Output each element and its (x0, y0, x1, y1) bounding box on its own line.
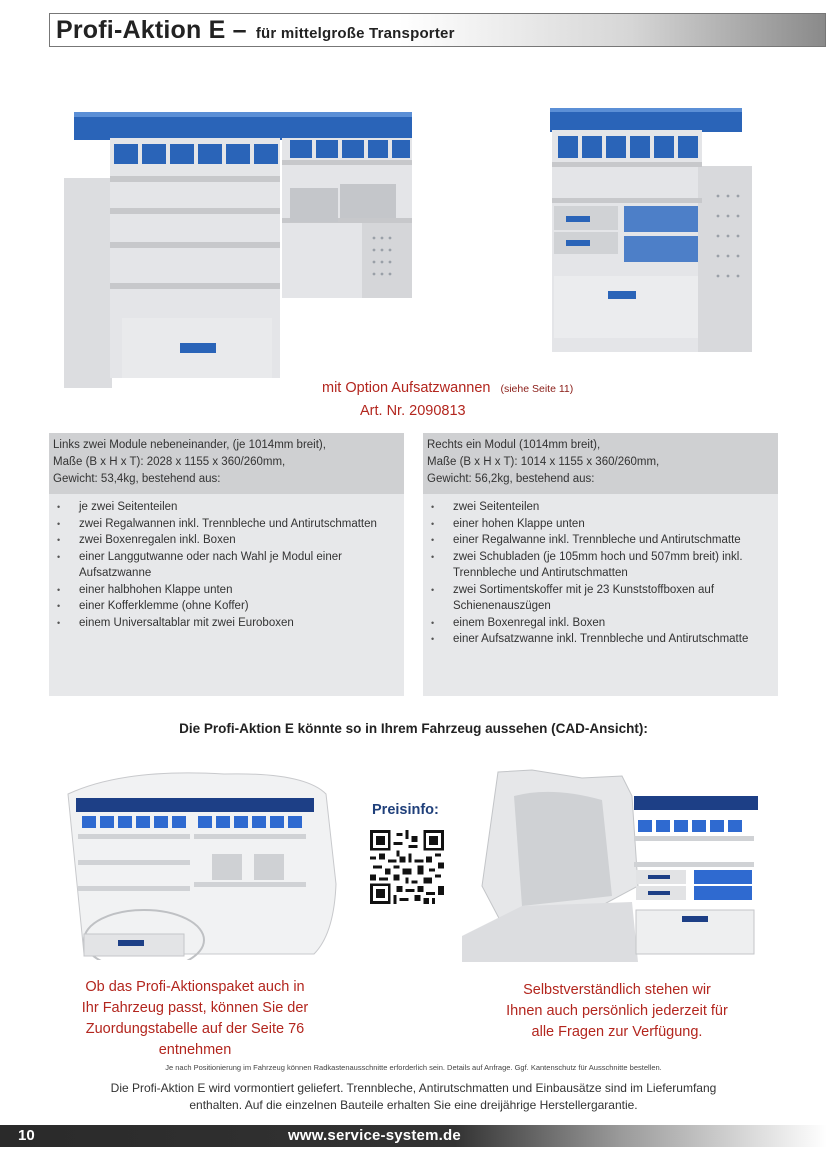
list-item: • einer Aufsatzwanne inkl. Trennbleche und Antirutschmatte (429, 631, 770, 648)
list-item: • zwei Schubladen (je 105mm hoch und 507mm breit) inkl. Trennbleche und Antirutschmatten (429, 549, 770, 582)
left-module-list (49, 494, 404, 631)
right-head-line: Maße (B x H x T): 1014 x 1155 x 360/260mm, (427, 456, 660, 468)
left-head-line: Links zwei Module nebeneinander, (je 1014mm breit), (53, 439, 326, 451)
left-module-head (49, 433, 404, 494)
cad-left-image (64, 764, 348, 960)
right-module-head (423, 433, 778, 494)
list-item: • zwei Sortimentskoffer mit je 23 Kunststoffboxen auf Schienenauszügen (429, 582, 770, 615)
right-module-box (423, 433, 778, 696)
page-number: 10 (18, 1127, 35, 1144)
list-item: • zwei Seitenteilen (429, 499, 770, 516)
preisinfo-label: Preisinfo: (372, 802, 439, 818)
article-number: Art. Nr. 2090813 (360, 403, 466, 419)
contact-info-text (470, 980, 764, 1043)
list-item: • einer Kofferklemme (ohne Koffer) (55, 598, 396, 615)
page-title: Profi-Aktion E – für mittelgroße Transporter (56, 16, 455, 44)
delivery-note (50, 1080, 777, 1114)
page-header (49, 13, 826, 47)
delivery-note-line: enthalten. Auf die einzelnen Bauteile erhalten Sie eine dreijährige Herstellergarantie. (189, 1098, 638, 1112)
list-item: • zwei Boxenregalen inkl. Boxen (55, 532, 396, 549)
shelf-left-image (62, 108, 417, 390)
fine-print: Je nach Positionierung im Fahrzeug können Radkastenausschnitte erforderlich sein. Details auf Anfrage. Ggf. Kantenschutz für Ausschnitte bestellen. (165, 1063, 662, 1072)
left-module-box (49, 433, 404, 696)
list-item: • einer hohen Klappe unten (429, 516, 770, 533)
contact-info-line: Ihnen auch persönlich jederzeit für (506, 1003, 728, 1019)
fit-info-line: Ob das Profi-Aktionspaket auch in (85, 979, 305, 995)
shelf-right-image (548, 106, 754, 356)
page-subtitle: für mittelgroße Transporter (255, 25, 455, 42)
list-item: • zwei Regalwannen inkl. Trennbleche und Antirutschmatten (55, 516, 396, 533)
list-item: • einer halbhohen Klappe unten (55, 582, 396, 599)
list-item: • je zwei Seitenteilen (55, 499, 396, 516)
fit-info-line: Zuordungstabelle auf der Seite 76 (85, 1021, 305, 1037)
right-module-list (423, 494, 778, 648)
option-caption: mit Option Aufsatzwannen (siehe Seite 11) (322, 380, 574, 396)
right-head-line: Gewicht: 56,2kg, bestehend aus: (427, 473, 595, 485)
cad-right-image (462, 766, 766, 962)
list-item: • einem Boxenregal inkl. Boxen (429, 615, 770, 632)
list-item: • einer Langgutwanne oder nach Wahl je Modul einer Aufsatzwanne (55, 549, 396, 582)
cad-section-title: Die Profi-Aktion E könnte so in Ihrem Fahrzeug aussehen (CAD-Ansicht): (179, 721, 648, 736)
list-item: • einer Regalwanne inkl. Trennbleche und Antirutschmatte (429, 532, 770, 549)
left-head-line: Gewicht: 53,4kg, bestehend aus: (53, 473, 221, 485)
contact-info-line: alle Fragen zur Verfügung. (531, 1024, 703, 1040)
option-reference: (siehe Seite 11) (500, 383, 574, 395)
fit-info-line: Ihr Fahrzeug passt, können Sie der (81, 1000, 309, 1016)
page-footer (0, 1125, 827, 1147)
fit-info-line: entnehmen (158, 1042, 232, 1058)
left-head-line: Maße (B x H x T): 2028 x 1155 x 360/260mm, (53, 456, 286, 468)
fit-info-text (50, 977, 340, 1061)
contact-info-line: Selbstverständlich stehen wir (523, 982, 711, 998)
delivery-note-line: Die Profi-Aktion E wird vormontiert geliefert. Trennbleche, Antirutschmatten und Einbausätze sind im Lieferumfang (110, 1081, 717, 1095)
right-head-line: Rechts ein Modul (1014mm breit), (427, 439, 601, 451)
website-link[interactable]: www.service-system.de (288, 1127, 461, 1144)
list-item: • einem Universaltablar mit zwei Euroboxen (55, 615, 396, 632)
qr-code-icon[interactable] (370, 830, 444, 904)
